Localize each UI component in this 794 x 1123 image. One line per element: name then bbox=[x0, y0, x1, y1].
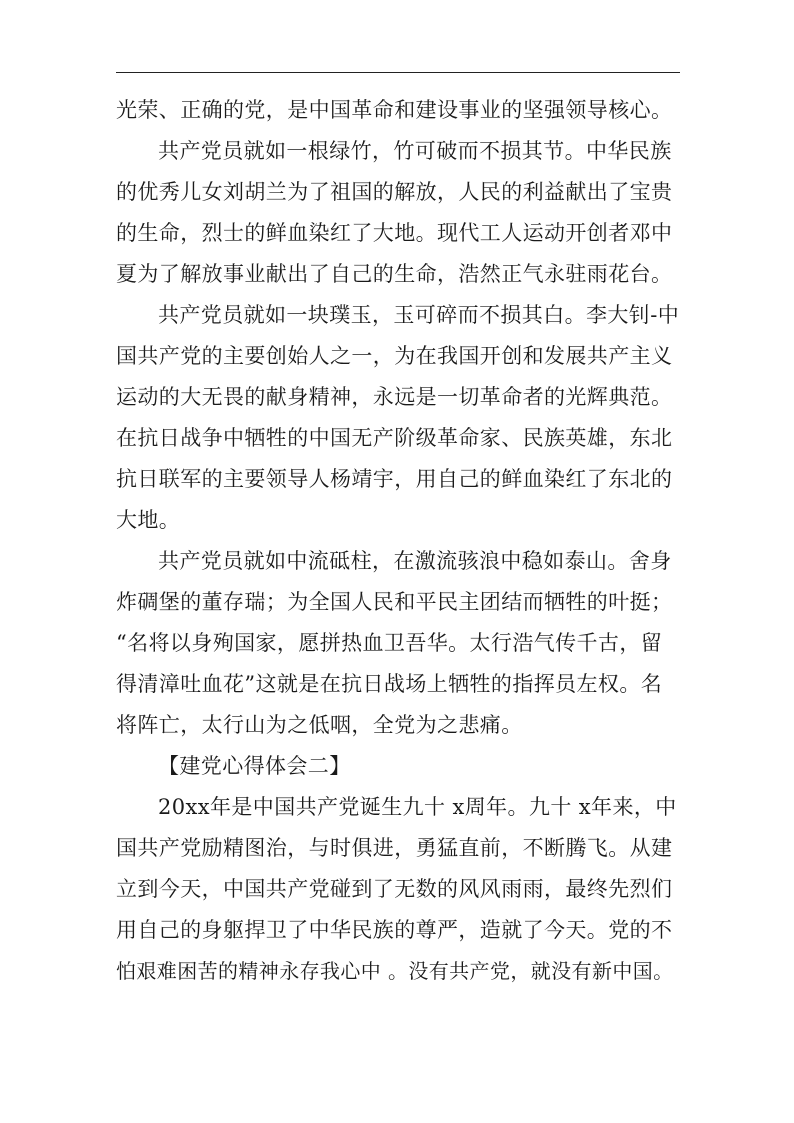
text-line: 抗日联军的主要领导人杨靖宇，用自己的鲜血染红了东北的 bbox=[116, 467, 673, 491]
paragraph-start-line: 共产党员就如中流砥柱，在激流骇浪中稳如泰山。舍身 bbox=[158, 549, 672, 573]
header-rule bbox=[116, 72, 680, 73]
text-line: 怕艰难困苦的精神永存我心中 。没有共产党，就没有新中国。 bbox=[116, 959, 674, 983]
text-line: 光荣、正确的党，是中国革命和建设事业的坚强领导核心。 bbox=[116, 98, 673, 122]
text-line: 国共产党励精图治，与时俱进，勇猛直前，不断腾飞。从建 bbox=[116, 836, 673, 860]
text-line: 夏为了解放事业献出了自己的生命，浩然正气永驻雨花台。 bbox=[116, 262, 673, 286]
text-line: “名将以身殉国家，愿拼热血卫吾华。太行浩气传千古，留 bbox=[116, 631, 663, 655]
text-line: 的生命，烈士的鲜血染红了大地。现代工人运动开创者邓中 bbox=[116, 221, 673, 245]
text-line: 用自己的身躯捍卫了中华民族的尊严，造就了今天。党的不 bbox=[116, 918, 673, 942]
text-line: 运动的大无畏的献身精神，永远是一切革命者的光辉典范。 bbox=[116, 385, 673, 409]
text-line: 在抗日战争中牺牲的中国无产阶级革命家、民族英雄，东北 bbox=[116, 426, 673, 450]
paragraph-start-line: 共产党员就如一块璞玉，玉可碎而不损其白。李大钊-中 bbox=[158, 303, 680, 327]
text-line: 将阵亡，太行山为之低咽，全党为之悲痛。 bbox=[116, 713, 523, 737]
document-body bbox=[116, 90, 684, 992]
text-line: 立到今天，中国共产党碰到了无数的风风雨雨，最终先烈们 bbox=[116, 877, 673, 901]
text-line: 国共产党的主要创始人之一，为在我国开创和发展共产主义 bbox=[116, 344, 673, 368]
section-heading: 【建党心得体会二】 bbox=[158, 754, 351, 778]
text-line: 的优秀儿女刘胡兰为了祖国的解放，人民的利益献出了宝贵 bbox=[116, 180, 673, 204]
paragraph-start-line: 共产党员就如一根绿竹，竹可破而不损其节。中华民族 bbox=[158, 139, 672, 163]
text-line: 得清漳吐血花”这就是在抗日战场上牺牲的指挥员左权。名 bbox=[116, 672, 663, 696]
paragraph-start-line: 20xx年是中国共产党诞生九十 x周年。九十 x年来，中 bbox=[158, 795, 677, 819]
text-line: 大地。 bbox=[116, 508, 181, 532]
text-line: 炸碉堡的董存瑞；为全国人民和平民主团结而牺牲的叶挺； bbox=[116, 590, 673, 614]
